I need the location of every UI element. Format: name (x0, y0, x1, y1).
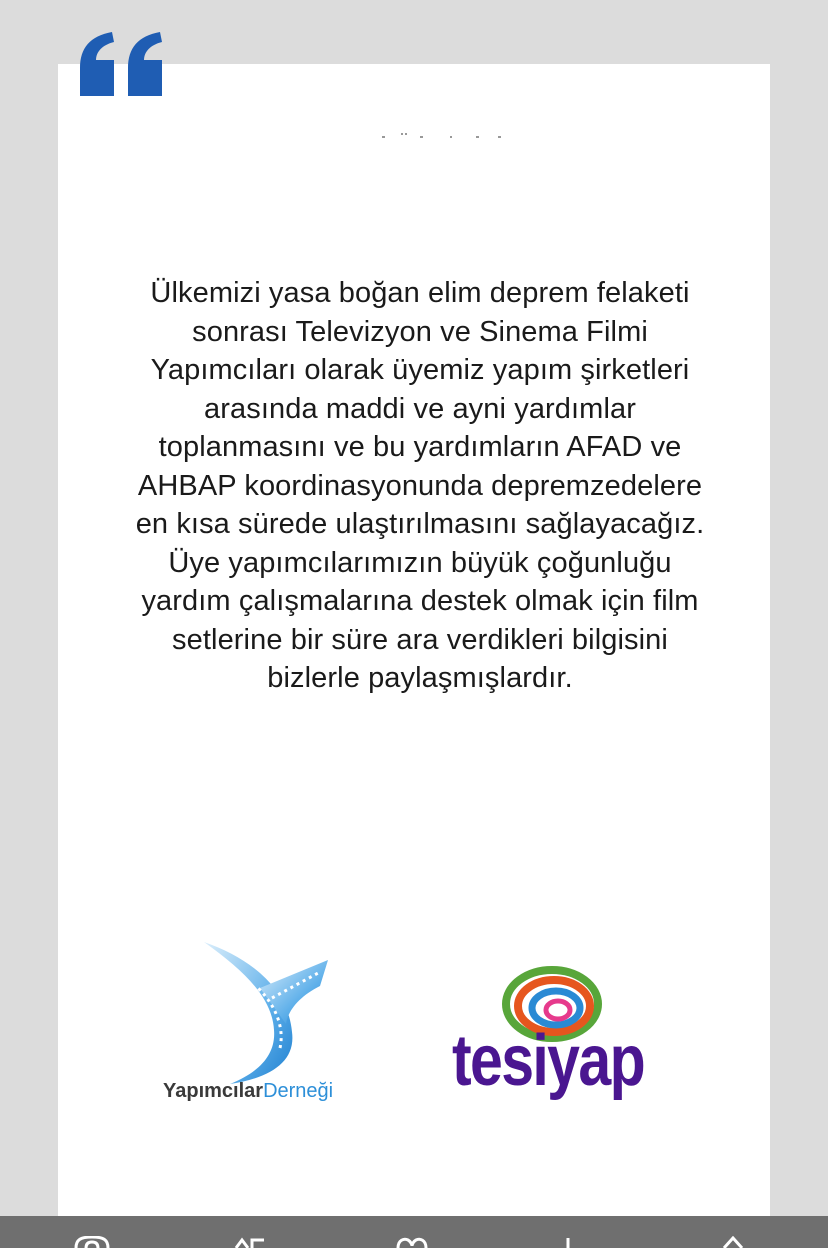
film-strip-icon (160, 938, 370, 1088)
faint-text-artifact (380, 132, 510, 142)
tesiyap-logo (452, 964, 672, 1124)
share-icon[interactable] (718, 1236, 748, 1248)
yapimcilar-dernegi-logo (160, 938, 370, 1118)
bottom-action-bar (0, 1216, 828, 1248)
retweet-icon[interactable] (232, 1236, 268, 1248)
yapimcilar-dernegi-wordmark: YapımcılarDerneği (163, 1080, 334, 1102)
heart-icon[interactable] (394, 1236, 430, 1248)
reply-icon[interactable] (558, 1236, 578, 1248)
instagram-icon[interactable] (72, 1236, 112, 1248)
left-double-quote-icon (76, 28, 170, 102)
post-message: Ülkemizi yasa boğan elim deprem felaketi sonrası Televizyon ve Sinema Filmi Yapımcıları olarak üyemiz yapım şirketleri arasında maddi ve ayni yardımlar toplanmasını ve bu yardımların AFAD ve AHBAP koordinasyonunda depremzedelere en kısa sürede ulaştırılmasını sağlayacağız. Üye yapımcılarımızın büyük çoğunluğu yardım çalışmalarına destek olmak için film setlerine bir süre ara verdikleri bilgisini bizlerle paylaşmışlardır. (135, 277, 705, 694)
tesiyap-wordmark: tesiyap (452, 1021, 644, 1101)
